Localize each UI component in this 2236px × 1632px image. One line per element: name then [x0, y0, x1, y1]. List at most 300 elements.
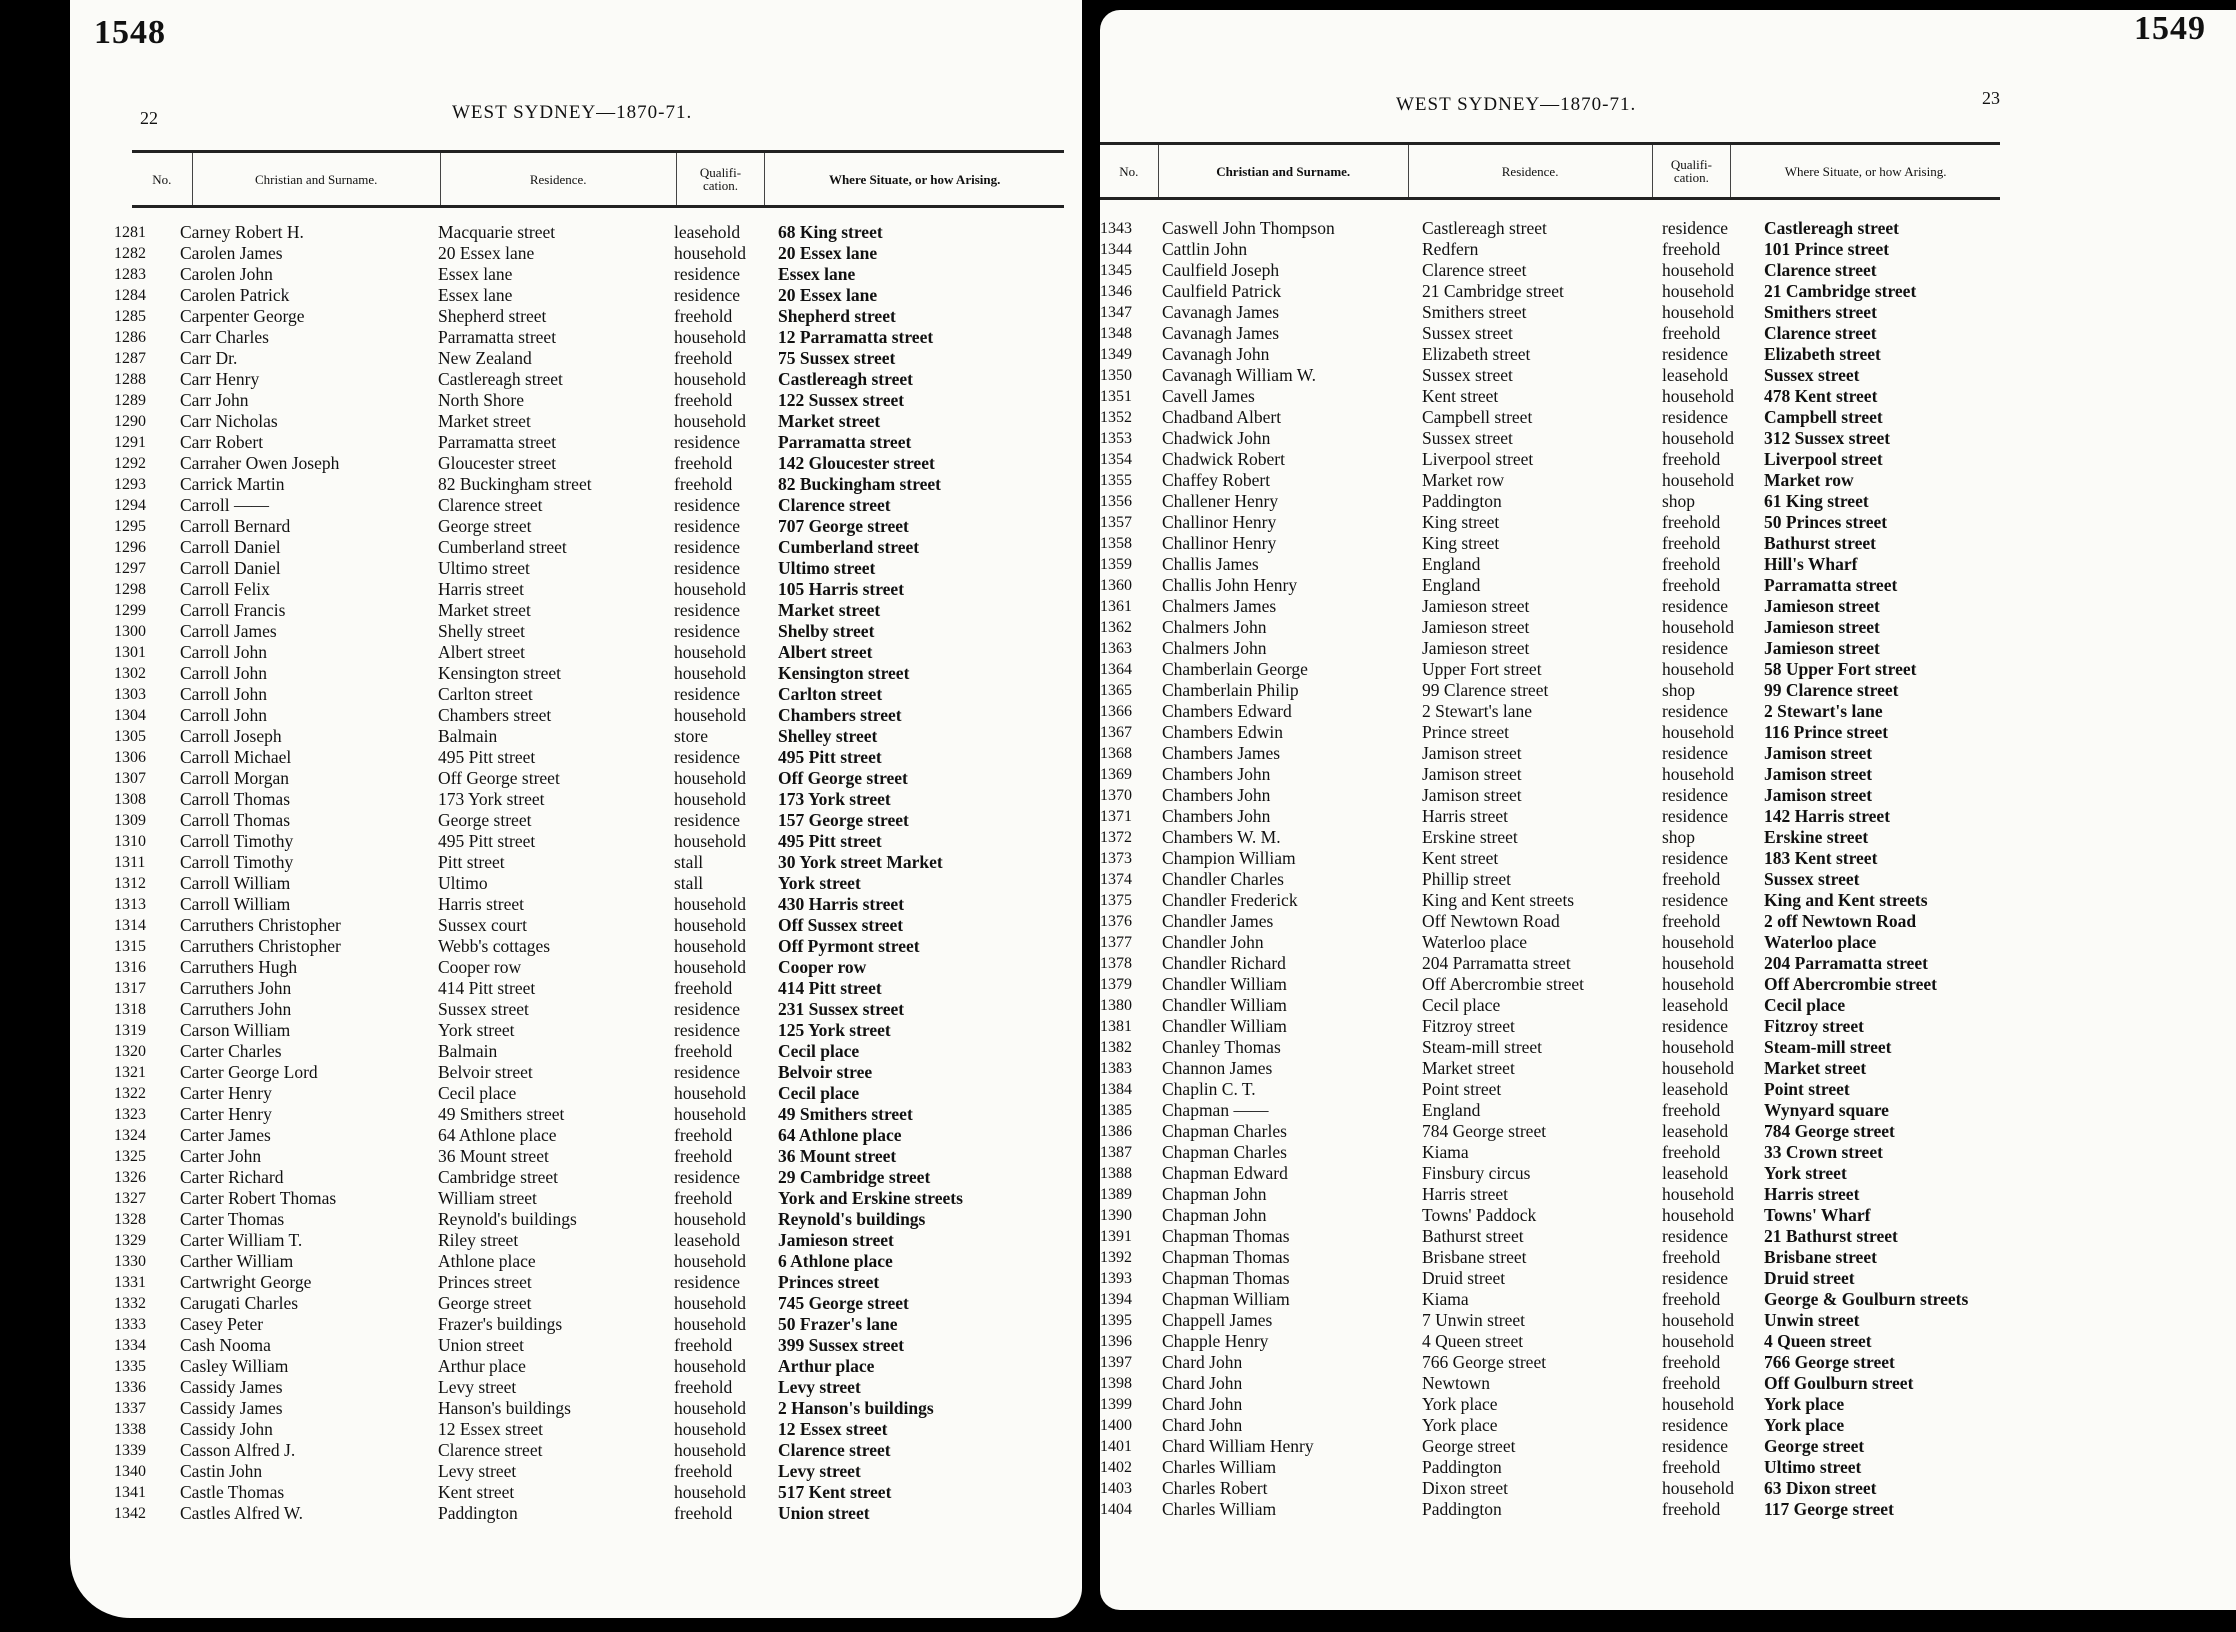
entry-location: 6 Athlone place — [778, 1251, 893, 1271]
entry-number: 1350 — [1100, 367, 1132, 384]
col-qualification-header: Qualifi- cation. — [677, 153, 766, 205]
entry-location: Princes street — [778, 1272, 880, 1292]
entry-name: Carroll John — [180, 705, 268, 725]
entry-name: Carter Robert Thomas — [180, 1188, 337, 1208]
entry-location: Smithers street — [1764, 302, 1877, 322]
entry-name: Chambers Edwin — [1162, 722, 1284, 742]
entry-residence: Liverpool street — [1422, 449, 1534, 469]
entry-location: 173 York street — [778, 789, 891, 809]
entry-residence: Cecil place — [1422, 995, 1501, 1015]
entry-location: Fitzroy street — [1764, 1016, 1864, 1036]
entry-number: 1398 — [1100, 1375, 1132, 1392]
entry-number: 1339 — [114, 1442, 146, 1459]
table-row — [1100, 995, 2230, 1016]
entry-residence: Macquarie street — [438, 222, 556, 242]
entry-name: Carroll —— — [180, 495, 269, 515]
table-row — [114, 1272, 1064, 1293]
entry-location: 29 Cambridge street — [778, 1167, 931, 1187]
entry-name: Cartwright George — [180, 1272, 312, 1292]
entry-qualification: freehold — [1662, 533, 1721, 553]
col-no-header: No. — [1100, 145, 1159, 197]
entry-number: 1354 — [1100, 451, 1132, 468]
entry-location: 231 Sussex street — [778, 999, 905, 1019]
entry-number: 1388 — [1100, 1165, 1132, 1182]
entry-name: Chappell James — [1162, 1310, 1273, 1330]
table-row — [114, 831, 1064, 852]
entry-residence: Dixon street — [1422, 1478, 1509, 1498]
entry-location: Kensington street — [778, 663, 910, 683]
entry-qualification: household — [1662, 974, 1734, 994]
entry-number: 1382 — [1100, 1039, 1132, 1056]
table-row — [1100, 1016, 2230, 1037]
entry-location: Cecil place — [778, 1083, 860, 1103]
entry-number: 1325 — [114, 1148, 146, 1165]
entry-residence: Off Abercrombie street — [1422, 974, 1584, 994]
entry-qualification: household — [674, 1356, 746, 1376]
entry-qualification: household — [674, 1104, 746, 1124]
entry-qualification: shop — [1662, 491, 1696, 511]
table-row — [114, 516, 1064, 537]
table-row — [114, 1440, 1064, 1461]
entry-qualification: residence — [1662, 638, 1729, 658]
entry-number: 1385 — [1100, 1102, 1132, 1119]
entry-location: 2 Stewart's lane — [1764, 701, 1883, 721]
table-row — [1100, 869, 2230, 890]
entry-number: 1386 — [1100, 1123, 1132, 1140]
entry-name: Carroll Thomas — [180, 810, 291, 830]
entry-number: 1283 — [114, 266, 146, 283]
entry-number: 1305 — [114, 728, 146, 745]
entry-location: Erskine street — [1764, 827, 1869, 847]
table-row — [1100, 1037, 2230, 1058]
entry-number: 1369 — [1100, 766, 1132, 783]
table-row — [1100, 827, 2230, 848]
entry-name: Chadwick John — [1162, 428, 1271, 448]
entry-name: Castles Alfred W. — [180, 1503, 303, 1523]
entry-location: 21 Bathurst street — [1764, 1226, 1898, 1246]
entry-name: Chapman Thomas — [1162, 1268, 1290, 1288]
entry-number: 1312 — [114, 875, 146, 892]
entry-qualification: residence — [674, 495, 741, 515]
entry-name: Chanley Thomas — [1162, 1037, 1281, 1057]
entry-residence: Market street — [438, 600, 531, 620]
table-row — [1100, 533, 2230, 554]
running-head: WEST SYDNEY—1870-71. — [452, 102, 693, 123]
entry-location: George & Goulburn streets — [1764, 1289, 1969, 1309]
entry-location: Clarence street — [1764, 260, 1877, 280]
entry-residence: England — [1422, 554, 1481, 574]
entry-number: 1302 — [114, 665, 146, 682]
entry-qualification: residence — [1662, 596, 1729, 616]
table-row — [114, 768, 1064, 789]
entry-residence: William street — [438, 1188, 537, 1208]
entry-residence: Carlton street — [438, 684, 533, 704]
entry-residence: Harris street — [438, 894, 525, 914]
table-row — [1100, 932, 2230, 953]
entry-location: Off Pyrmont street — [778, 936, 920, 956]
entry-number: 1287 — [114, 350, 146, 367]
entry-qualification: freehold — [1662, 1142, 1721, 1162]
entry-residence: Balmain — [438, 726, 498, 746]
entry-name: Carruthers John — [180, 978, 292, 998]
entry-location: Chambers street — [778, 705, 902, 725]
entry-name: Carruthers Christopher — [180, 915, 341, 935]
entry-location: Albert street — [778, 642, 873, 662]
entry-residence: Clarence street — [438, 1440, 543, 1460]
table-row — [1100, 407, 2230, 428]
entry-name: Carroll Thomas — [180, 789, 291, 809]
entry-qualification: freehold — [1662, 449, 1721, 469]
table-row — [1100, 575, 2230, 596]
table-row — [114, 1062, 1064, 1083]
table-row — [1100, 1121, 2230, 1142]
entry-name: Carter George Lord — [180, 1062, 318, 1082]
entries-list-right — [1100, 218, 2230, 1520]
entry-qualification: household — [674, 1293, 746, 1313]
entry-number: 1340 — [114, 1463, 146, 1480]
entry-number: 1296 — [114, 539, 146, 556]
entry-qualification: household — [1662, 386, 1734, 406]
entry-residence: Essex lane — [438, 264, 513, 284]
entry-residence: Upper Fort street — [1422, 659, 1542, 679]
entry-name: Casson Alfred J. — [180, 1440, 296, 1460]
entry-number: 1329 — [114, 1232, 146, 1249]
entry-residence: Paddington — [1422, 1499, 1502, 1519]
entry-name: Carruthers John — [180, 999, 292, 1019]
entry-location: Clarence street — [778, 1440, 891, 1460]
page-number: 23 — [1982, 88, 2000, 108]
entry-location: Castlereagh street — [778, 369, 913, 389]
entry-qualification: household — [1662, 428, 1734, 448]
entry-qualification: household — [1662, 281, 1734, 301]
entry-name: Chalmers John — [1162, 617, 1267, 637]
table-row — [1100, 890, 2230, 911]
table-row — [114, 1083, 1064, 1104]
entry-name: Carther William — [180, 1251, 294, 1271]
entry-number: 1376 — [1100, 913, 1132, 930]
entry-residence: King and Kent streets — [1422, 890, 1575, 910]
table-row — [114, 558, 1064, 579]
table-row — [1100, 806, 2230, 827]
entry-residence: Bathurst street — [1422, 1226, 1524, 1246]
entry-qualification: household — [674, 1419, 746, 1439]
entry-number: 1347 — [1100, 304, 1132, 321]
entry-residence: Cecil place — [438, 1083, 517, 1103]
entry-number: 1395 — [1100, 1312, 1132, 1329]
entry-name: Carney Robert H. — [180, 222, 304, 242]
entry-qualification: leasehold — [674, 222, 741, 242]
entry-name: Chandler Richard — [1162, 953, 1286, 973]
entry-location: Sussex street — [1764, 869, 1860, 889]
table-row — [114, 936, 1064, 957]
entry-location: Shelby street — [778, 621, 875, 641]
entry-qualification: residence — [1662, 701, 1729, 721]
entry-number: 1332 — [114, 1295, 146, 1312]
entry-residence: Parramatta street — [438, 432, 557, 452]
table-row — [1100, 848, 2230, 869]
entry-location: Cecil place — [1764, 995, 1846, 1015]
entry-qualification: shop — [1662, 680, 1696, 700]
entry-qualification: household — [1662, 1184, 1734, 1204]
entry-number: 1342 — [114, 1505, 146, 1522]
col-where-header: Where Situate, or how Arising. — [1784, 163, 1947, 179]
entry-qualification: freehold — [1662, 1352, 1721, 1372]
entry-name: Challinor Henry — [1162, 533, 1277, 553]
entry-location: Cumberland street — [778, 537, 920, 557]
entry-location: Campbell street — [1764, 407, 1883, 427]
entry-name: Chambers W. M. — [1162, 827, 1281, 847]
entry-number: 1303 — [114, 686, 146, 703]
entry-qualification: residence — [674, 264, 741, 284]
entry-location: 30 York street Market — [778, 852, 943, 872]
entry-location: Reynold's buildings — [778, 1209, 926, 1229]
entry-location: 430 Harris street — [778, 894, 905, 914]
entry-name: Caulfield Patrick — [1162, 281, 1282, 301]
entry-name: Chambers John — [1162, 785, 1271, 805]
entry-qualification: residence — [674, 558, 741, 578]
entry-location: 21 Cambridge street — [1764, 281, 1917, 301]
entry-residence: 784 George street — [1422, 1121, 1547, 1141]
entry-name: Caswell John Thompson — [1162, 218, 1335, 238]
entry-qualification: household — [1662, 1310, 1734, 1330]
entries-list-left — [114, 222, 1064, 1524]
entry-number: 1343 — [1100, 220, 1132, 237]
entry-residence: 766 George street — [1422, 1352, 1547, 1372]
entry-qualification: household — [1662, 260, 1734, 280]
entry-location: York street — [778, 873, 861, 893]
entry-qualification: household — [1662, 764, 1734, 784]
entry-residence: Steam-mill street — [1422, 1037, 1543, 1057]
entry-residence: 21 Cambridge street — [1422, 281, 1564, 301]
entry-location: Hill's Wharf — [1764, 554, 1858, 574]
entry-location: 2 Hanson's buildings — [778, 1398, 934, 1418]
table-row — [1100, 323, 2230, 344]
entry-residence: Market row — [1422, 470, 1505, 490]
entry-qualification: freehold — [1662, 512, 1721, 532]
entry-name: Chambers Edward — [1162, 701, 1292, 721]
table-row — [114, 600, 1064, 621]
entry-residence: 414 Pitt street — [438, 978, 536, 998]
entry-location: 49 Smithers street — [778, 1104, 913, 1124]
entry-name: Chandler James — [1162, 911, 1274, 931]
entry-residence: Paddington — [1422, 1457, 1502, 1477]
entry-name: Carter William T. — [180, 1230, 303, 1250]
table-row — [1100, 638, 2230, 659]
entry-residence: Jamison street — [1422, 764, 1522, 784]
table-row — [114, 327, 1064, 348]
entry-number: 1314 — [114, 917, 146, 934]
column-header — [132, 150, 1064, 208]
col-name-header: Christian and Surname. — [193, 153, 441, 205]
entry-location: Wynyard square — [1764, 1100, 1889, 1120]
entry-residence: Arthur place — [438, 1356, 526, 1376]
entry-number: 1291 — [114, 434, 146, 451]
entry-location: Levy street — [778, 1377, 861, 1397]
entry-qualification: residence — [674, 999, 741, 1019]
entry-location: Clarence street — [1764, 323, 1877, 343]
entry-number: 1400 — [1100, 1417, 1132, 1434]
entry-name: Carter Richard — [180, 1167, 284, 1187]
entry-qualification: freehold — [1662, 323, 1721, 343]
entry-residence: Albert street — [438, 642, 525, 662]
entry-residence: Sussex street — [1422, 365, 1513, 385]
entry-number: 1383 — [1100, 1060, 1132, 1077]
entry-name: Carpenter George — [180, 306, 305, 326]
entry-number: 1396 — [1100, 1333, 1132, 1350]
entry-number: 1391 — [1100, 1228, 1132, 1245]
entry-name: Carroll Daniel — [180, 558, 281, 578]
entry-number: 1320 — [114, 1043, 146, 1060]
entry-qualification: leasehold — [1662, 1079, 1729, 1099]
entry-residence: Union street — [438, 1335, 525, 1355]
entry-residence: Clarence street — [1422, 260, 1527, 280]
entry-name: Carroll Felix — [180, 579, 270, 599]
entry-qualification: freehold — [1662, 239, 1721, 259]
entry-qualification: household — [674, 957, 746, 977]
entry-residence: Cooper row — [438, 957, 522, 977]
entry-name: Chard John — [1162, 1352, 1243, 1372]
entry-location: 50 Princes street — [1764, 512, 1888, 532]
entry-residence: Gloucester street — [438, 453, 557, 473]
entry-qualification: residence — [1662, 890, 1729, 910]
entry-name: Carroll Bernard — [180, 516, 291, 536]
entry-location: Ultimo street — [778, 558, 876, 578]
entry-number: 1328 — [114, 1211, 146, 1228]
entry-qualification: residence — [1662, 344, 1729, 364]
entry-residence: George street — [1422, 1436, 1516, 1456]
entry-name: Carugati Charles — [180, 1293, 299, 1313]
entry-number: 1322 — [114, 1085, 146, 1102]
entry-qualification: residence — [674, 684, 741, 704]
entry-number: 1336 — [114, 1379, 146, 1396]
entry-residence: Paddington — [1422, 491, 1502, 511]
table-row — [1100, 974, 2230, 995]
entry-residence: 173 York street — [438, 789, 545, 809]
entry-qualification: household — [674, 1440, 746, 1460]
entry-location: York place — [1764, 1415, 1845, 1435]
col-where-header: Where Situate, or how Arising. — [828, 171, 1001, 187]
entry-number: 1288 — [114, 371, 146, 388]
entry-name: Carroll Timothy — [180, 852, 294, 872]
entry-name: Chalmers John — [1162, 638, 1267, 658]
entry-number: 1311 — [114, 854, 146, 871]
entry-qualification: freehold — [674, 348, 733, 368]
entry-location: York and Erskine streets — [778, 1188, 963, 1208]
entry-name: Carrick Martin — [180, 474, 285, 494]
entry-name: Chapple Henry — [1162, 1331, 1269, 1351]
entry-location: Druid street — [1764, 1268, 1855, 1288]
table-row — [114, 1188, 1064, 1209]
entry-number: 1285 — [114, 308, 146, 325]
entry-location: 745 George street — [778, 1293, 909, 1313]
entry-name: Challis John Henry — [1162, 575, 1298, 595]
table-row — [114, 474, 1064, 495]
entry-location: 142 Harris street — [1764, 806, 1891, 826]
column-header — [1100, 142, 2000, 200]
table-row — [1100, 596, 2230, 617]
entry-qualification: household — [1662, 1394, 1734, 1414]
entry-location: Cooper row — [778, 957, 867, 977]
entry-residence: 495 Pitt street — [438, 747, 536, 767]
entry-location: Jamison street — [1764, 743, 1873, 763]
entry-name: Carroll Michael — [180, 747, 292, 767]
entry-name: Champion William — [1162, 848, 1296, 868]
entry-name: Chandler William — [1162, 1016, 1287, 1036]
entry-location: 12 Essex street — [778, 1419, 888, 1439]
table-row — [114, 264, 1064, 285]
entry-name: Charles Robert — [1162, 1478, 1268, 1498]
table-row — [1100, 680, 2230, 701]
table-row — [114, 852, 1064, 873]
running-head: WEST SYDNEY—1870-71. — [1396, 94, 1637, 115]
table-row — [1100, 302, 2230, 323]
entry-qualification: household — [674, 1209, 746, 1229]
entry-number: 1375 — [1100, 892, 1132, 909]
entry-location: 82 Buckingham street — [778, 474, 942, 494]
entry-number: 1377 — [1100, 934, 1132, 951]
entry-number: 1346 — [1100, 283, 1132, 300]
table-row — [1100, 1058, 2230, 1079]
entry-number: 1362 — [1100, 619, 1132, 636]
entry-name: Carter Henry — [180, 1104, 272, 1124]
entry-location: Off George street — [778, 768, 908, 788]
entry-location: 478 Kent street — [1764, 386, 1878, 406]
entry-number: 1298 — [114, 581, 146, 598]
entry-qualification: freehold — [1662, 1499, 1721, 1519]
entry-location: 766 George street — [1764, 1352, 1895, 1372]
entry-residence: Prince street — [1422, 722, 1509, 742]
entry-name: Carraher Owen Joseph — [180, 453, 340, 473]
entry-location: 142 Gloucester street — [778, 453, 935, 473]
entry-number: 1355 — [1100, 472, 1132, 489]
entry-number: 1399 — [1100, 1396, 1132, 1413]
entry-number: 1372 — [1100, 829, 1132, 846]
entry-location: 2 off Newtown Road — [1764, 911, 1917, 931]
entry-residence: England — [1422, 1100, 1481, 1120]
table-row — [1100, 1499, 2230, 1520]
entry-residence: Harris street — [438, 579, 525, 599]
entry-qualification: freehold — [674, 1188, 733, 1208]
entry-number: 1293 — [114, 476, 146, 493]
entry-residence: Kiama — [1422, 1289, 1469, 1309]
entry-name: Challener Henry — [1162, 491, 1279, 511]
entry-number: 1281 — [114, 224, 146, 241]
table-row — [1100, 1289, 2230, 1310]
entry-name: Cavell James — [1162, 386, 1255, 406]
entry-number: 1294 — [114, 497, 146, 514]
entry-number: 1308 — [114, 791, 146, 808]
entry-qualification: household — [1662, 1058, 1734, 1078]
entry-name: Carson William — [180, 1020, 291, 1040]
table-row — [114, 432, 1064, 453]
entry-residence: Towns' Paddock — [1422, 1205, 1537, 1225]
table-row — [114, 369, 1064, 390]
entry-location: 414 Pitt street — [778, 978, 882, 998]
entry-qualification: freehold — [674, 1146, 733, 1166]
entry-residence: Castlereagh street — [1422, 218, 1547, 238]
table-row — [1100, 344, 2230, 365]
entry-name: Carr Nicholas — [180, 411, 278, 431]
entry-name: Chamberlain Philip — [1162, 680, 1299, 700]
entry-qualification: household — [674, 936, 746, 956]
entry-number: 1282 — [114, 245, 146, 262]
entry-name: Chapman John — [1162, 1205, 1267, 1225]
table-row — [1100, 470, 2230, 491]
entry-name: Carruthers Hugh — [180, 957, 298, 977]
entry-number: 1299 — [114, 602, 146, 619]
entry-qualification: freehold — [1662, 1289, 1721, 1309]
table-row — [114, 1146, 1064, 1167]
